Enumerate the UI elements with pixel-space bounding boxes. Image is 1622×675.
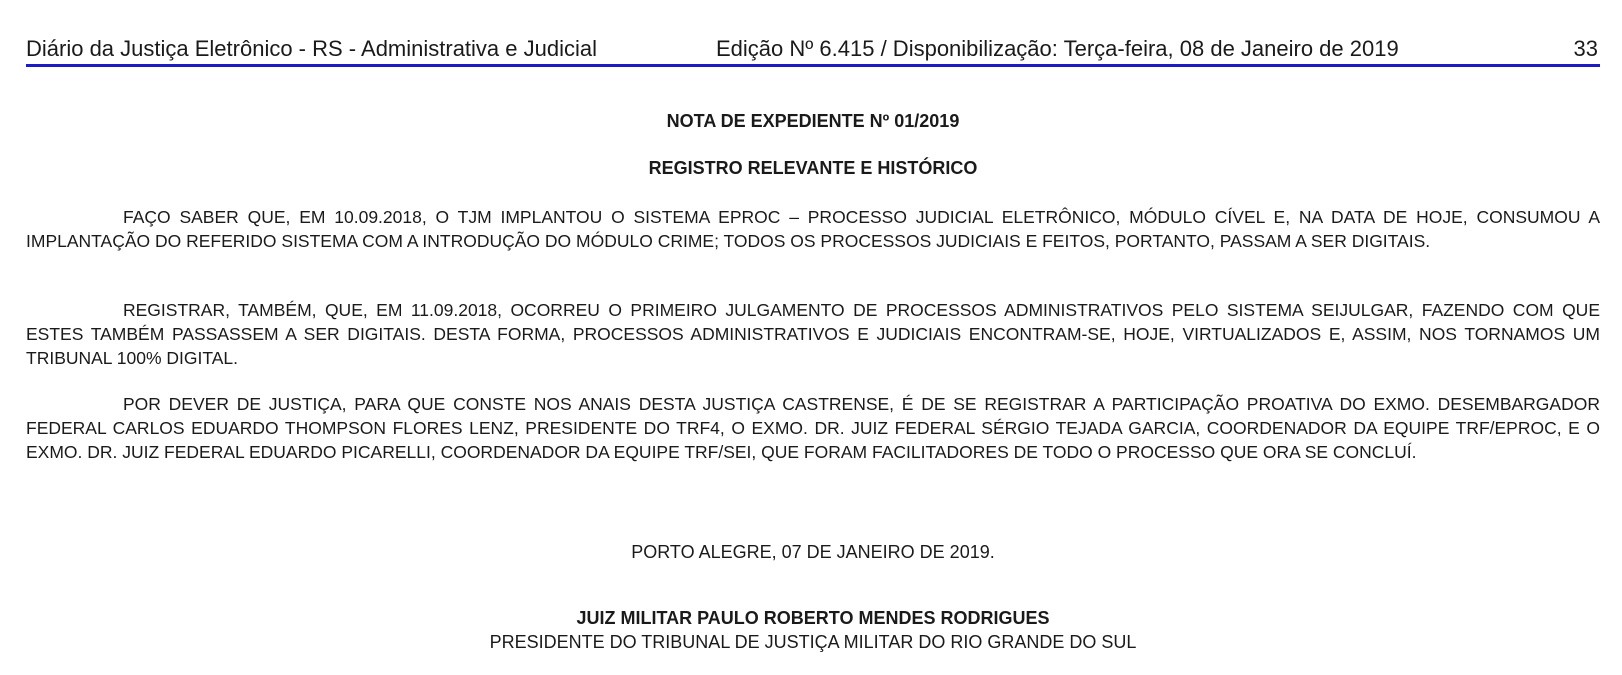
- notice-subtitle: REGISTRO RELEVANTE E HISTÓRICO: [648, 158, 978, 178]
- notice-title: NOTA DE EXPEDIENTE Nº 01/2019: [666, 111, 960, 131]
- signatory-name: JUIZ MILITAR PAULO ROBERTO MENDES RODRIGUES: [576, 608, 1050, 628]
- page-number: 33: [1573, 36, 1598, 61]
- journal-title: Diário da Justiça Eletrônico - RS - Administrativa e Judicial: [26, 36, 598, 61]
- document-page: [26, 0, 1600, 675]
- signatory-role: PRESIDENTE DO TRIBUNAL DE JUSTIÇA MILITAR DO RIO GRANDE DO SUL: [489, 632, 1137, 652]
- page-header: [26, 34, 1600, 67]
- paragraph-3: POR DEVER DE JUSTIÇA, PARA QUE CONSTE NOS ANAIS DESTA JUSTIÇA CASTRENSE, É DE SE REGISTRAR A PARTICIPAÇÃO PROATIVA DO EXMO. DESEMBARGADOR FEDERAL CARLOS EDUARDO THOMPSON FLORES LENZ, PRESIDENTE DO TRF4, O EXMO. DR. JUIZ FEDERAL SÉRGIO TEJADA GARCIA, COORDENADOR DA EQUIPE TRF/EPROC, E O EXMO. DR. JUIZ FEDERAL EDUARDO PICARELLI, COORDENADOR DA EQUIPE TRF/SEI, QUE FORAM FACILITADORES DE TODO O PROCESSO QUE ORA SE CONCLUÍ.: [26, 394, 1600, 462]
- edition-info: Edição Nº 6.415 / Disponibilização: Terça-feira, 08 de Janeiro de 2019: [716, 36, 1399, 61]
- paragraph-1: FAÇO SABER QUE, EM 10.09.2018, O TJM IMPLANTOU O SISTEMA EPROC – PROCESSO JUDICIAL ELETRÔNICO, MÓDULO CÍVEL E, NA DATA DE HOJE, CONSUMOU A IMPLANTAÇÃO DO REFERIDO SISTEMA COM A INTRODUÇÃO DO MÓDULO CRIME; TODOS OS PROCESSOS JUDICIAIS E FEITOS, PORTANTO, PASSAM A SER DIGITAIS.: [26, 207, 1600, 251]
- place-date: PORTO ALEGRE, 07 DE JANEIRO DE 2019.: [631, 542, 995, 562]
- paragraph-2: REGISTRAR, TAMBÉM, QUE, EM 11.09.2018, OCORREU O PRIMEIRO JULGAMENTO DE PROCESSOS ADMINISTRATIVOS PELO SISTEMA SEIJULGAR, FAZENDO COM QUE ESTES TAMBÉM PASSASSEM A SER DIGITAIS. DESTA FORMA, PROCESSOS ADMINISTRATIVOS E JUDICIAIS ENCONTRAM-SE, HOJE, VIRTUALIZADOS E, ASSIM, NOS TORNAMOS UM TRIBUNAL 100% DIGITAL.: [26, 300, 1600, 368]
